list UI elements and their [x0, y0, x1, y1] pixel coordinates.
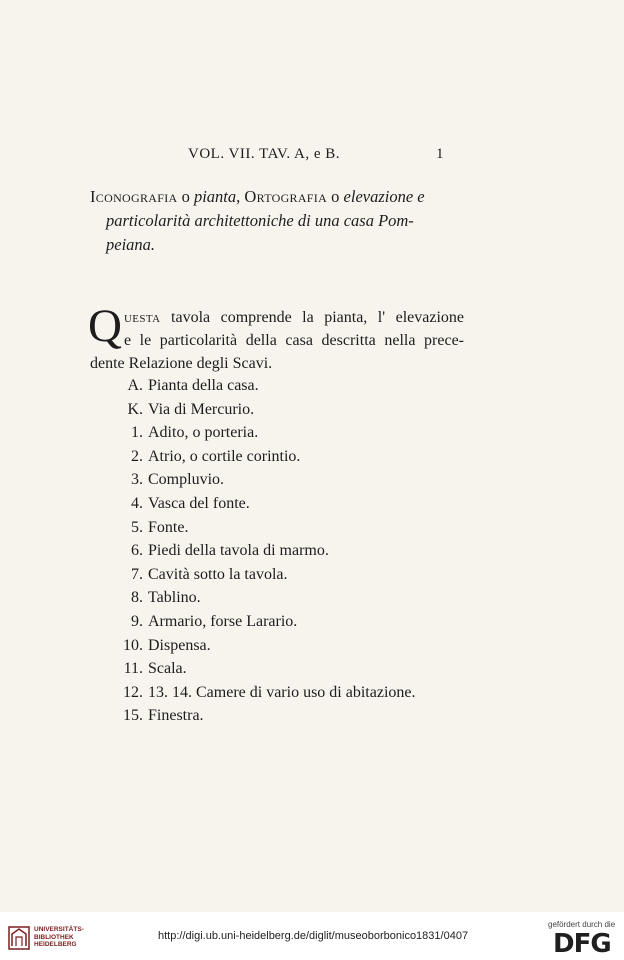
title-ortografia: Ortografia [244, 187, 328, 206]
legend-item-number: 2. [131, 447, 143, 465]
dfg-logo: DFG [553, 929, 611, 959]
library-name [34, 926, 84, 949]
legend-item-text: Atrio, o cortile corintio. [148, 447, 301, 465]
legend-item-number: 10. [123, 636, 143, 654]
drop-cap: Q [88, 300, 122, 352]
legend-item-text: Fonte. [148, 518, 189, 536]
title-text: o [327, 187, 344, 206]
title-pianta: pianta [193, 187, 237, 206]
legend-item-text: Finestra. [148, 707, 204, 725]
legend-item-number: 3. [131, 471, 143, 489]
legend-item [100, 610, 415, 634]
library-name-line: BIBLIOTHEK [34, 933, 74, 941]
title-text: , [236, 187, 245, 206]
funding-label: gefördert durch die [548, 920, 616, 929]
legend-item [100, 374, 415, 398]
legend-item [100, 563, 415, 587]
legend-item-number: 12. [123, 683, 143, 701]
library-name-line: UNIVERSITÄTS- [34, 926, 84, 933]
legend-item [100, 657, 415, 681]
intro-line-1 [90, 306, 464, 329]
intro-line-3: dente Relazione degli Scavi. [90, 355, 273, 372]
running-title: VOL. VII. TAV. A, e B. [188, 146, 341, 162]
legend-item-number: 9. [131, 612, 143, 630]
legend-item-text: Adito, o porteria. [148, 424, 259, 442]
legend-item [100, 586, 415, 610]
legend-item-number: 4. [131, 494, 143, 512]
legend-item-text: Pianta della casa. [148, 377, 259, 394]
legend-item [100, 634, 415, 658]
legend-item-text: 13. 14. Camere di vario uso di abitazione. [148, 683, 416, 701]
legend-item-text: Scala. [148, 660, 187, 678]
library-name-line: HEIDELBERG [34, 941, 77, 948]
legend-item-text: Dispensa. [148, 636, 211, 654]
legend-item [100, 398, 415, 422]
title-iconografia: Iconografia [90, 187, 178, 206]
legend-item-number: 5. [131, 518, 143, 536]
legend-item [100, 492, 415, 516]
intro-line-2: e le particolarità della casa descritta nella prece- [123, 332, 464, 349]
title-text: o [177, 187, 194, 206]
legend-item-number: A. [127, 377, 143, 394]
intro-smallcaps: uesta [123, 309, 161, 326]
university-library-logo-icon [8, 926, 30, 950]
legend-item [100, 445, 415, 469]
legend-item [100, 516, 415, 540]
intro-line-1-rest: tavola comprende la pianta, l' elevazione [160, 309, 464, 326]
plate-title [90, 185, 462, 257]
legend-item-number: 11. [123, 660, 143, 678]
title-elevazione: elevazione e [343, 187, 425, 206]
legend-item-number: K. [127, 400, 143, 418]
footer-bar [0, 912, 624, 960]
legend-item-text: Piedi della tavola di marmo. [148, 542, 329, 560]
title-line-3: peiana. [106, 235, 156, 254]
legend-item [100, 539, 415, 563]
permalink-url[interactable]: http://digi.ub.uni-heidelberg.de/diglit/museoborbonico1831/0407 [158, 930, 469, 942]
intro-paragraph [88, 300, 464, 375]
legend-list [100, 374, 415, 728]
page-number: 1 [436, 146, 444, 162]
legend-item [100, 468, 415, 492]
legend-item-text: Armario, forse Larario. [148, 612, 298, 630]
legend-item-number: 8. [131, 589, 143, 607]
legend-item-text: Compluvio. [148, 471, 225, 489]
legend-item-number: 6. [131, 542, 143, 560]
legend-item-number: 7. [131, 565, 143, 583]
legend-item-text: Via di Mercurio. [148, 400, 255, 418]
legend-item-text: Cavità sotto la tavola. [148, 565, 288, 583]
legend-item-number: 1. [131, 424, 143, 442]
legend-item-number: 15. [123, 707, 143, 725]
title-line-2: particolarità architettoniche di una casa Pom- [106, 211, 414, 230]
legend-item [100, 704, 415, 728]
legend-item-text: Tablino. [148, 589, 201, 607]
legend-item [100, 421, 415, 445]
legend-item [100, 681, 415, 705]
legend-item-text: Vasca del fonte. [148, 494, 250, 512]
